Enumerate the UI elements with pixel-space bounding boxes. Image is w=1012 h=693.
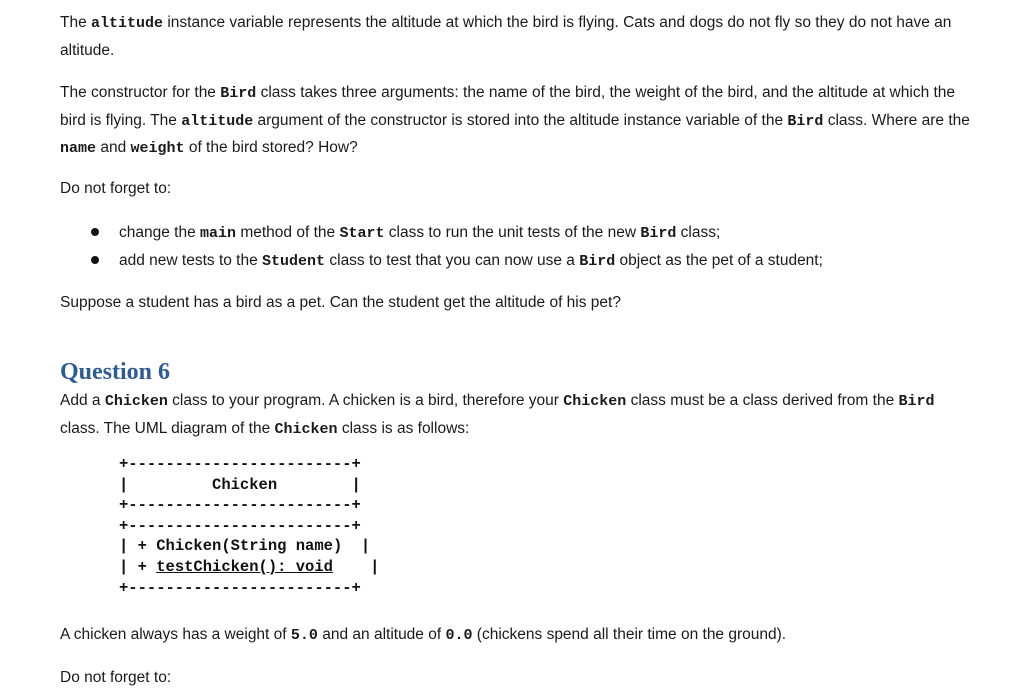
text: and an altitude of bbox=[317, 626, 446, 643]
text: class to your program. A chicken is a bird, therefore your bbox=[167, 392, 564, 409]
bullet-icon bbox=[91, 256, 99, 264]
paragraph-altitude bbox=[60, 10, 970, 64]
code-altitude-value: 0.0 bbox=[445, 627, 473, 644]
paragraph-chicken bbox=[60, 388, 970, 443]
code-bird: Bird bbox=[579, 253, 616, 270]
text: instance variable represents the altitude at which the bird is flying. Cats and dogs do not fly so they do not have an altitude. bbox=[60, 14, 952, 59]
bullet-icon bbox=[91, 228, 99, 236]
paragraph-question: Suppose a student has a bird as a pet. Can the student get the altitude of his pet? bbox=[60, 294, 621, 311]
uml-border: +------------------------+ bbox=[119, 496, 361, 515]
reminder-heading: Do not forget to: bbox=[60, 180, 172, 197]
text: argument of the constructor is stored into the altitude instance variable of the bbox=[253, 111, 788, 129]
question-heading: Question 6 bbox=[60, 359, 171, 385]
text: class takes three arguments: the name of the bird, the weight of the bird, and the altitude at which the bird is flying. The bbox=[60, 84, 956, 129]
paragraph-constructor bbox=[60, 80, 970, 163]
text: change the bbox=[119, 224, 201, 241]
code-altitude: altitude bbox=[91, 15, 164, 32]
paragraph-weight bbox=[60, 622, 786, 650]
text: class; bbox=[676, 224, 721, 241]
code-bird: Bird bbox=[898, 393, 935, 410]
text: add new tests to the bbox=[119, 252, 263, 269]
list-item bbox=[60, 247, 823, 275]
uml-edge: | bbox=[332, 557, 380, 576]
code-bird: Bird bbox=[220, 85, 257, 102]
text: class. Where are the bbox=[823, 111, 970, 129]
code-name: name bbox=[60, 140, 97, 157]
uml-edge: | bbox=[342, 537, 371, 556]
code-weight-value: 5.0 bbox=[290, 627, 318, 644]
uml-class-name: Chicken bbox=[212, 475, 278, 494]
uml-border: +------------------------+ bbox=[119, 516, 361, 535]
uml-edge: | + bbox=[119, 557, 157, 576]
text: The bbox=[60, 14, 92, 31]
code-chicken: Chicken bbox=[563, 393, 627, 410]
code-altitude: altitude bbox=[181, 112, 254, 130]
code-student: Student bbox=[262, 253, 326, 270]
code-main: main bbox=[200, 225, 237, 242]
text: class. The UML diagram of the bbox=[60, 419, 275, 437]
uml-method-test: testChicken(): void bbox=[156, 557, 333, 576]
text: of the bird stored? How? bbox=[184, 139, 358, 156]
code-chicken: Chicken bbox=[274, 420, 338, 438]
reminder-heading-2: Do not forget to: bbox=[60, 669, 172, 686]
code-chicken: Chicken bbox=[104, 393, 168, 410]
text: class to test that you can now use a bbox=[325, 252, 580, 269]
code-bird: Bird bbox=[640, 225, 677, 242]
uml-border: +------------------------+ bbox=[119, 455, 361, 473]
uml-edge: | bbox=[119, 475, 213, 494]
text: class is as follows: bbox=[337, 419, 470, 437]
text: object as the pet of a student; bbox=[615, 252, 823, 269]
uml-method-constructor: Chicken(String name) bbox=[156, 537, 343, 556]
code-bird: Bird bbox=[787, 112, 824, 130]
code-start: Start bbox=[339, 225, 385, 242]
text: class must be a class derived from the bbox=[626, 392, 899, 409]
text: method of the bbox=[236, 224, 340, 241]
uml-edge: | bbox=[277, 475, 361, 494]
text: class to run the unit tests of the new bbox=[384, 224, 641, 241]
reminder-list bbox=[60, 219, 823, 275]
text: Add a bbox=[60, 392, 105, 409]
list-item bbox=[60, 219, 823, 247]
uml-edge: | + bbox=[119, 537, 157, 556]
uml-border: +------------------------+ bbox=[119, 578, 361, 597]
code-weight: weight bbox=[130, 140, 185, 157]
text: (chickens spend all their time on the ground). bbox=[472, 626, 787, 643]
text: A chicken always has a weight of bbox=[60, 626, 291, 643]
text: and bbox=[96, 139, 131, 156]
text: The constructor for the bbox=[60, 84, 221, 101]
uml-diagram bbox=[119, 454, 379, 598]
